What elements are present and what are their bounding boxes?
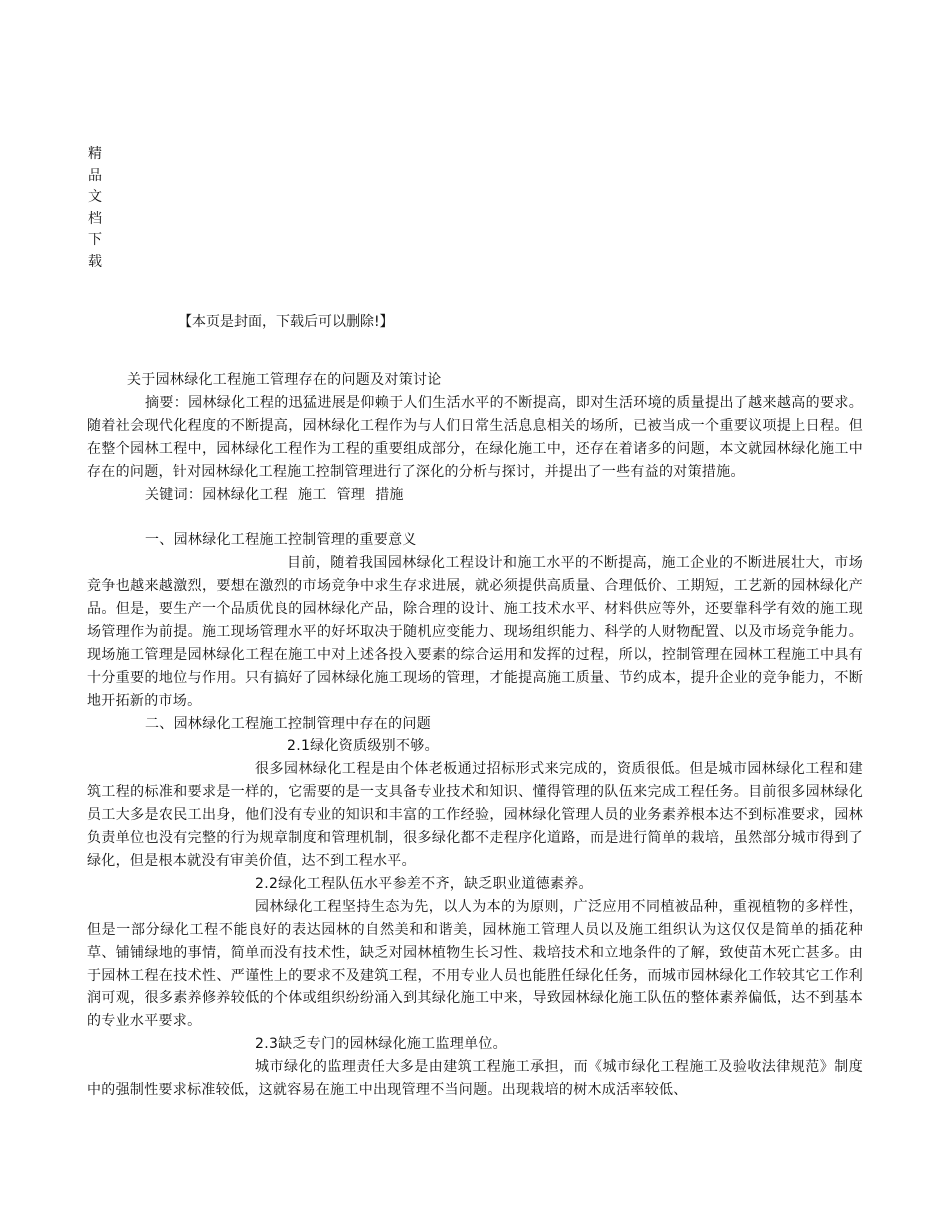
section-paragraph: 园林绿化工程坚持生态为先，以人为本的为原则，广泛应用不同植被品种，重视植物的多样性，但是一部分绿化工程不能良好的表达园林的自然美和和谐美，园林施工管理人员以及施工组织认为这仅仅是简单的插花种草、铺铺绿地的事情，简单而没有技术性，缺乏对园林植物生长习性、栽培技术和立地条件的了解，致使苗木死亡甚多。由于园林工程在技术性、严谨性上的要求不及建筑工程，不用专业人员也能胜任绿化任务，而城市园林绿化工作较其它工作利润可观，很多素养修养较低的个体或组织纷纷涌入到其绿化施工中来，导致园林绿化施工队伍的整体素养偏低，达不到基本的专业水平要求。 (87, 898, 863, 1030)
keyword: 园林绿化工程 (202, 486, 289, 503)
keyword: 施工 (298, 486, 327, 503)
subsection-heading: 2.3缺乏专门的园林绿化施工监理单位。 (255, 1036, 507, 1053)
keywords-line (87, 484, 863, 507)
vertical-char: 档 (88, 210, 102, 227)
article-body (87, 369, 863, 1102)
article-title: 关于园林绿化工程施工管理存在的问题及对策讨论 (127, 372, 442, 388)
vertical-char: 品 (88, 167, 102, 184)
cover-note: 【本页是封面，下载后可以删除!】 (178, 314, 394, 330)
section-paragraph: 目前，随着我国园林绿化工程设计和施工水平的不断提高，施工企业的不断进展壮大，市场竞争也越来越激烈，要想在激烈的市场竞争中求生存求进展，就必须提供高质量、合理低价、工期短，工艺新的园林绿化产品。但是，要生产一个品质优良的园林绿化产品，除合理的设计、施工技术水平、材料供应等外，还要靠科学有效的施工现场管理作为前提。施工现场管理水平的好坏取决于随机应变能力、现场组织能力、科学的人财物配置、以及市场竞争能力。现场施工管理是园林绿化工程在施工中对上述各投入要素的综合运用和发挥的过程，所以，控制管理在园林工程施工中具有十分重要的地位与作用。只有搞好了园林绿化施工现场的管理，才能提高施工质量、节约成本，提升企业的竞争能力，不断地开拓新的市场。 (87, 555, 863, 709)
abstract-paragraph: 摘要：园林绿化工程的迅猛进展是仰赖于人们生活水平的不断提高，即对生活环境的质量提出了越来越高的要求。随着社会现代化程度的不断提高，园林绿化工程作为与人们日常生活息息相关的场所，已被当成一个重要议项提上日程。但在整个园林工程中，园林绿化工程作为工程的重要组成部分，在绿化施工中，还存在着诸多的问题，本文就园林绿化施工中存在的问题，针对园林绿化工程施工控制管理进行了深化的分析与探讨，并提出了一些有益的对策措施。 (87, 394, 863, 480)
section-paragraph: 城市绿化的监理责任大多是由建筑工程施工承担，而《城市绿化工程施工及验收法律规范》制度中的强制性要求标准较低，这就容易在施工中出现管理不当问题。出现栽培的树木成活率较低、 (87, 1059, 863, 1099)
section-heading: 一、园林绿化工程施工控制管理的重要意义 (145, 532, 417, 549)
vertical-char: 载 (88, 253, 102, 270)
keywords-label: 关键词： (145, 486, 203, 503)
subsection-heading: 2.2绿化工程队伍水平参差不齐，缺乏职业道德素养。 (255, 875, 593, 892)
section-heading: 二、园林绿化工程施工控制管理中存在的问题 (145, 715, 431, 732)
keyword: 管理 (336, 486, 366, 503)
subsection-heading: 2.1绿化资质级别不够。 (287, 738, 439, 755)
vertical-char: 下 (88, 232, 102, 248)
vertical-char: 文 (88, 189, 102, 205)
vertical-watermark-label (88, 144, 108, 273)
keyword: 措施 (375, 486, 404, 503)
vertical-char: 精 (88, 146, 102, 162)
section-paragraph: 很多园林绿化工程是由个体老板通过招标形式来完成的，资质很低。但是城市园林绿化工程和建筑工程的标准和要求是一样的，它需要的是一支具备专业技术和知识、懂得管理的队伍来完成工程任务。目前很多园林绿化员工大多是农民工出身，他们没有专业的知识和丰富的工作经验，园林绿化管理人员的业务素养根本达不到标准要求，园林负责单位也没有完整的行为规章制度和管理机制，很多绿化都不走程序化道路，而是进行简单的栽培，虽然部分城市得到了绿化，但是根本就没有审美价值，达不到工程水平。 (87, 761, 863, 870)
